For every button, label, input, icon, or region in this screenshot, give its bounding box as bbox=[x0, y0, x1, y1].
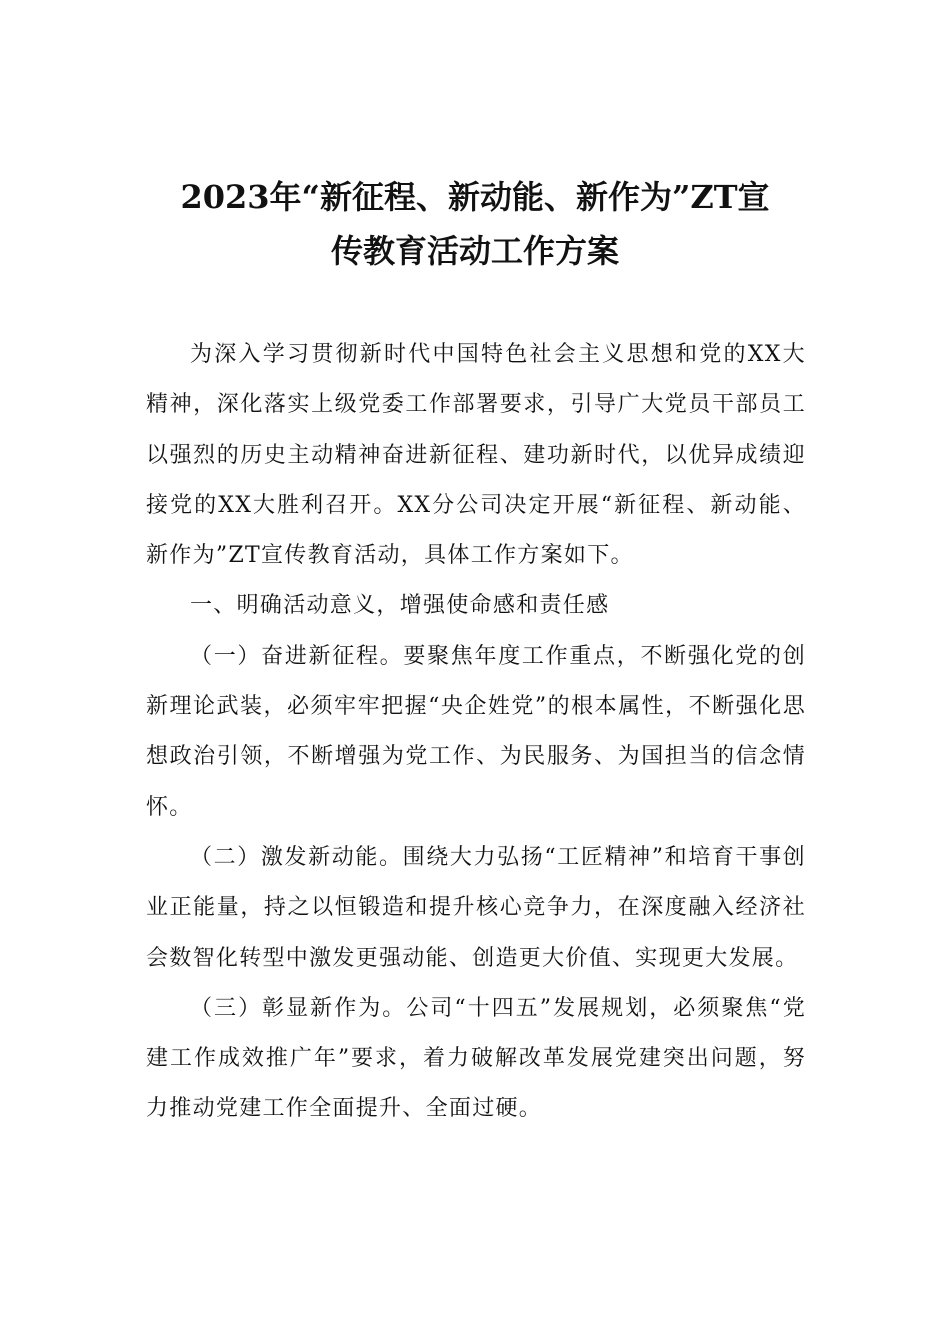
section-heading-1: 一、明确活动意义，增强使命感和责任感 bbox=[190, 593, 610, 619]
subsection-paragraph-3: （三）彰显新作为。公司“十四五”发展规划，必须聚焦“党建工作成效推广年”要求，着力破解改革发展党建突出问题，努力推动党建工作全面提升、全面过硬。 bbox=[146, 995, 806, 1122]
title-line-1: 2023年“新征程、新动能、新作为”ZT宣 bbox=[180, 178, 770, 216]
document-body bbox=[146, 330, 806, 1135]
document-title bbox=[140, 170, 810, 278]
title-line-2: 传教育活动工作方案 bbox=[330, 232, 619, 270]
intro-paragraph: 为深入学习贯彻新时代中国特色社会主义思想和党的XX大精神，深化落实上级党委工作部署要求，引导广大党员干部员工以强烈的历史主动精神奋进新征程、建功新时代，以优异成绩迎接党的XX大胜利召开。XX分公司决定开展“新征程、新动能、新作为”ZT宣传教育活动，具体工作方案如下。 bbox=[146, 342, 806, 569]
subsection-paragraph-2: （二）激发新动能。围绕大力弘扬“工匠精神”和培育干事创业正能量，持之以恒锻造和提升核心竞争力，在深度融入经济社会数智化转型中激发更强动能、创造更大价值、实现更大发展。 bbox=[146, 844, 806, 971]
subsection-paragraph-1: （一）奋进新征程。要聚焦年度工作重点，不断强化党的创新理论武装，必须牢牢把握“央企姓党”的根本属性，不断强化思想政治引领，不断增强为党工作、为民服务、为国担当的信念情怀。 bbox=[146, 643, 806, 820]
